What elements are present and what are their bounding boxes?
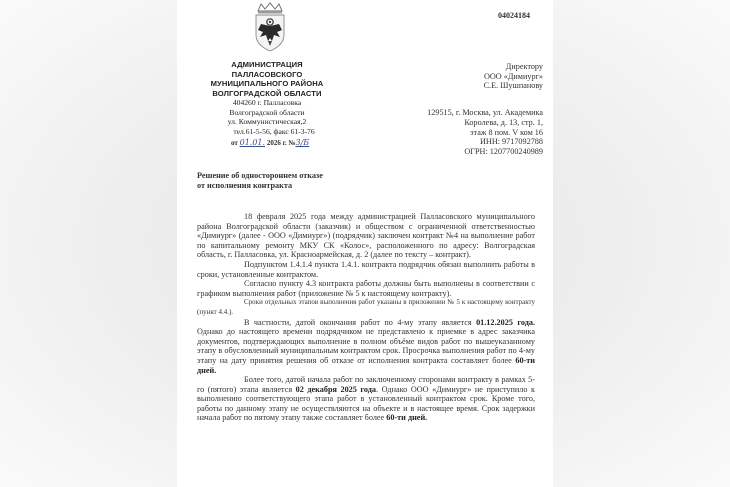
address-line: ОГРН: 1207700240989 bbox=[464, 147, 543, 157]
sender-org-line: ПАЛЛАСОВСКОГО bbox=[231, 69, 303, 79]
recipient-line: ООО «Димиург» bbox=[483, 71, 543, 81]
document-body bbox=[197, 212, 535, 423]
sender-org-line: АДМИНИСТРАЦИЯ bbox=[231, 60, 303, 69]
paragraph: Сроки отдельных этапов выполнения работ указаны в приложении № 5 к настоящему контракту (пункт 4.4.). bbox=[197, 298, 535, 316]
reg-number-handwritten: 3/Б bbox=[295, 138, 310, 147]
end-date: 01.12.2025 года. bbox=[476, 317, 536, 327]
paragraph: Согласно пункту 4.3 контракта работы должны быть выполнены в соответствии с графиком выполнения работ (приложение № 5 к настоящему контракту). bbox=[197, 279, 535, 298]
text-span: . Однако ООО «Димиург» не приступило к выполнению соответствующего этапа работ в установленный контрактом срок. Кроме того, работы по данному этапу не осуществляются на объекте и в настоящее время. Срок задержки начала работ по пятому этапу также составляет более bbox=[197, 384, 535, 423]
paragraph bbox=[197, 375, 535, 423]
paragraph bbox=[197, 318, 535, 376]
delay-days: 60-ти дней. bbox=[197, 355, 535, 375]
recipient-line: С.Е. Шушпанову bbox=[483, 81, 543, 90]
reg-date-handwritten: 01.01. bbox=[239, 138, 266, 147]
sender-block bbox=[177, 60, 357, 136]
sender-address-line: 404260 г. Палласовка bbox=[232, 98, 302, 107]
text-span: Однако до настоящего времени подрядчиком не представлено к приемке в адрес заказчика документов, подтверждающих выполнение в полном объёме видов работ по вышеуказанному этапу в обусловленный муниципальным контрактом срок. Просрочка выполнения работ по 4-му этапу на дату принятия решения об отказе от исполнения контракта составляет более bbox=[197, 327, 535, 365]
title-line: от исполнения контракта bbox=[197, 181, 293, 190]
document-title bbox=[197, 171, 323, 191]
sender-address-line: ул. Коммунистическая,2 bbox=[227, 117, 307, 126]
delay-days: 60-ти дней. bbox=[386, 413, 428, 423]
paragraph: 18 февраля 2025 года между администрацией Палласовского муниципального района Волгоградской области (заказчик) и обществом с ограниченной ответственностью «Димиург» (далее - ООО «Димиург») (подрядчик) заключен контракт №4 на выполнение работ по капитальному ремонту МКУ СК «Колос», расположенного по адресу: Волгоградская область, г. Палласовка, ул. Красноармейская, д. 2 (далее по тексту – контракт). bbox=[197, 212, 535, 260]
recipient-line: Директору bbox=[505, 62, 543, 71]
title-line: Решение об одностороннем отказе bbox=[197, 171, 323, 180]
document-page bbox=[177, 0, 553, 487]
address-line: 129515, г. Москва, ул. Академика bbox=[427, 108, 543, 117]
sender-org-line: МУНИЦИПАЛЬНОГО РАЙОНА bbox=[210, 79, 324, 88]
sender-phone-line: тел.61-5-56, факс 61-3-76 bbox=[233, 126, 315, 136]
sender-address-line: Волгоградской области bbox=[229, 107, 305, 117]
start-date: 02 декабря 2025 года bbox=[295, 384, 377, 394]
text-span: В частности, датой окончания работ по 4-му этапу является bbox=[244, 317, 477, 327]
recipient-block bbox=[484, 62, 543, 91]
sender-org-line: ВОЛГОГРАДСКОЙ ОБЛАСТИ bbox=[212, 88, 322, 98]
address-line: ИНН: 9717092788 bbox=[480, 137, 543, 147]
coat-of-arms-icon bbox=[249, 1, 291, 53]
paragraph: Подпунктом 1.4.1.4 пункта 1.4.1. контракта подрядчик обязан выполнить работы в сроки, установленные контрактом. bbox=[197, 259, 535, 279]
address-line: Королева, д. 13, стр. 1, bbox=[464, 117, 543, 127]
recipient-address bbox=[427, 108, 543, 157]
address-line: этаж 8 пом. V ком 16 bbox=[470, 127, 543, 137]
text-span: Более того, датой начала работ по заключенному сторонами контракту в рамках 5-го (пятого) этапа является bbox=[197, 375, 535, 394]
document-number: 04024184 bbox=[498, 11, 530, 20]
reg-prefix: от bbox=[231, 139, 238, 147]
registration-line bbox=[231, 138, 309, 147]
reg-year: 2026 г. № bbox=[266, 139, 296, 147]
